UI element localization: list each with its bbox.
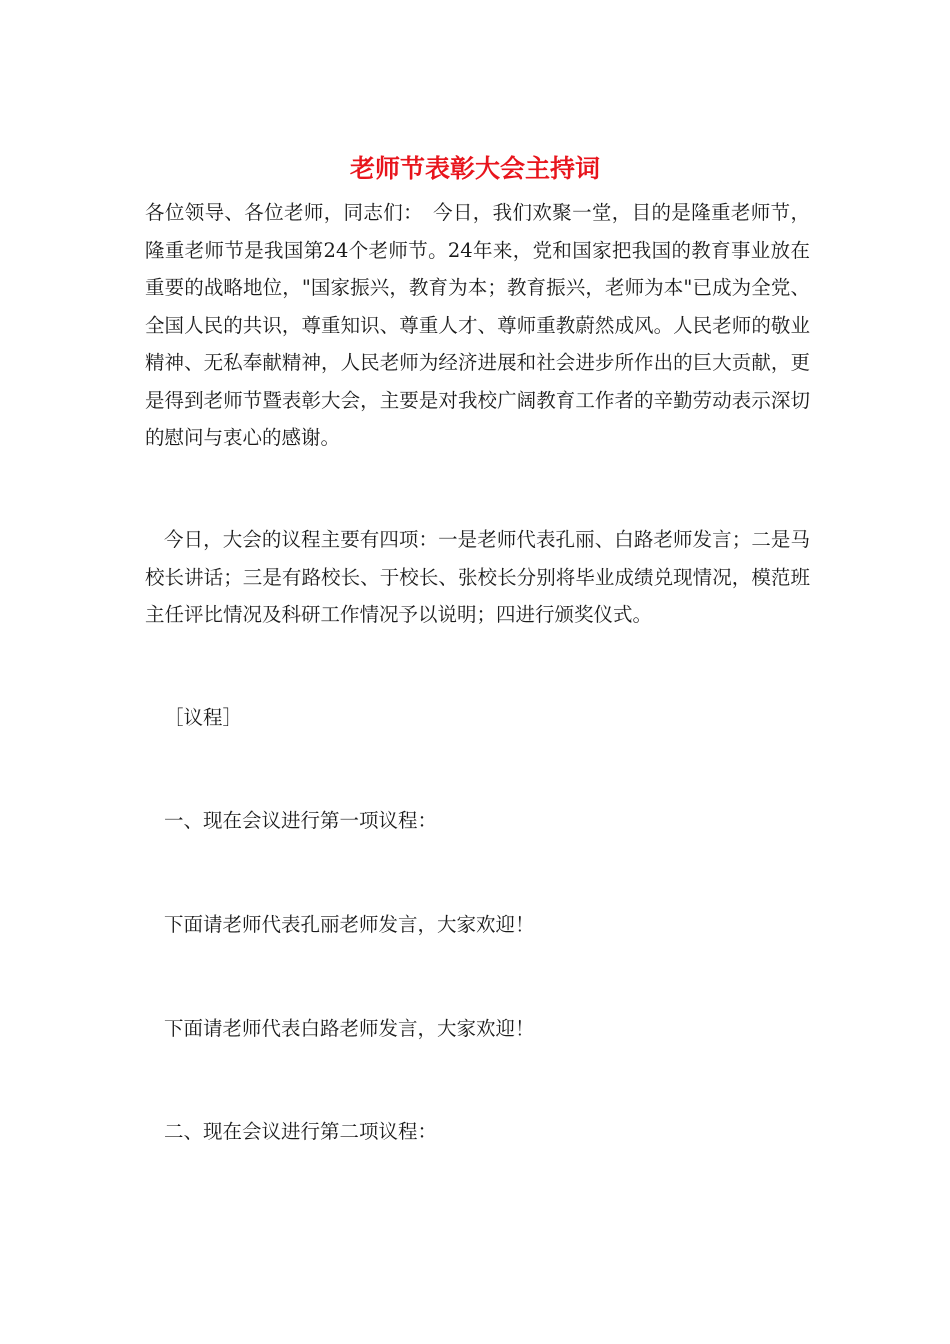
agenda-heading: ［议程］ — [164, 706, 243, 729]
document-title: 老师节表彰大会主持词 — [349, 154, 600, 183]
speaker-intro-2: 下面请老师代表白路老师发言，大家欢迎！ — [164, 1017, 535, 1040]
agenda-summary-paragraph: 今日，大会的议程主要有四项：一是老师代表孔丽、白路老师发言；二是马校长讲话；三是有路校长、于校长、张校长分别将毕业成绩兑现情况，模范班主任评比情况及科研工作情况予以说明；四进行颁奖仪式。 — [145, 528, 810, 626]
speaker-intro-1: 下面请老师代表孔丽老师发言，大家欢迎！ — [164, 913, 535, 936]
agenda-item-1: 一、现在会议进行第一项议程： — [164, 809, 438, 832]
agenda-item-2: 二、现在会议进行第二项议程： — [164, 1120, 438, 1143]
opening-paragraph: 各位领导、各位老师，同志们： 今日，我们欢聚一堂，目的是隆重老师节，隆重老师节是我国第24个老师节。24年来，党和国家把我国的教育事业放在重要的战略地位，"国家振兴，教育为本；教育振兴，老师为本"已成为全党、全国人民的共识，尊重知识、尊重人才、尊师重教蔚然成风。人民老师的敬业精神、无私奉献精神，人民老师为经济进展和社会进步所作出的巨大贡献，更是得到老师节暨表彰大会，主要是对我校广阔教育工作者的辛勤劳动表示深切的慰问与衷心的感谢。 — [145, 201, 810, 449]
